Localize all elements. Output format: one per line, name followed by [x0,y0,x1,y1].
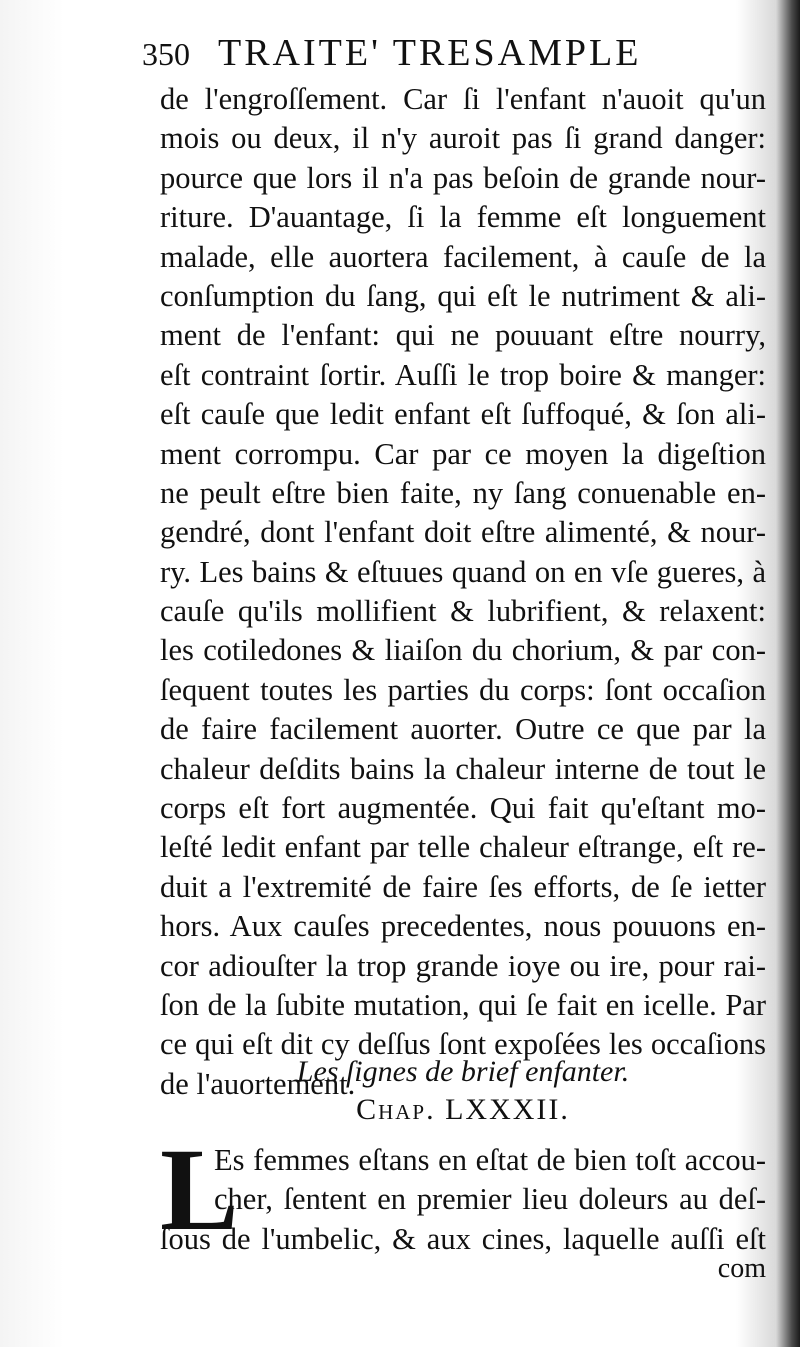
text-line: cher, ſentent en premier lieu doleurs au deſ- [214,1182,766,1217]
running-head [142,28,772,78]
text-line: ne peult eſtre bien faite, ny ſang conuenable en- [160,475,766,510]
text-line: de faire facilement auorter. Outre ce que par la [160,712,766,747]
text-line: eſt contraint ſortir. Auſſi le trop boire & manger: [160,357,766,392]
text-line: ſequent toutes les parties du corps: ſont occaſion [160,672,766,707]
page-number: 350 [142,36,190,72]
running-title: TRAITE' TRESAMPLE [218,32,642,74]
text-line: mois ou deux, il n'y auroit pas ſi grand danger: [160,121,766,156]
text-line: ſon de la ſubite mutation, qui ſe fait en icelle. Par [160,987,766,1022]
text-line: chaleur deſdits bains la chaleur interne de tout le [160,751,766,786]
text-line: riture. D'auantage, ſi la femme eſt longuement [160,200,766,235]
text-line: Es femmes eſtans en eſtat de bien toſt accou- [214,1143,766,1177]
catchword: com [717,1253,766,1284]
text-line: cauſe qu'ils mollifient & lubrifient, & relaxent: [160,594,766,629]
text-line: eſt cauſe que ledit enfant eſt ſuffoqué, & ſon ali- [160,397,766,432]
text-line: hors. Aux cauſes precedentes, nous pouuons en- [160,909,766,944]
text-line: ment de l'enfant: qui ne pouuant eſtre nourry, [160,318,766,353]
text-line-last: de l'auortement. [160,1066,356,1101]
text-line: ce qui eſt dit cy deſſus ſont expoſées les occaſions [160,1027,766,1062]
text-line: ſous de l'umbelic, & aux cines, laquelle auſſi eſt [160,1221,766,1256]
body-text [160,80,766,1104]
text-line: conſumption du ſang, qui eſt le nutriment & ali- [160,278,766,313]
text-line: malade, elle auortera facilement, à cauſe de la [160,239,766,274]
text-line: pource que lors il n'a pas beſoin de grande nour- [160,160,766,195]
chapter-body [160,1124,766,1258]
text-line: de l'engroſſement. Car ſi l'enfant n'auoit qu'un [160,82,766,116]
text-line: duit a l'extremité de faire ſes efforts, de ſe ietter [160,869,766,904]
text-line: corps eſt fort augmentée. Qui fait qu'eſtant mo- [160,791,766,826]
drop-capital: L [160,1124,239,1255]
text-line: leſté ledit enfant par telle chaleur eſtrange, eſt re- [160,830,766,865]
text-line: ment corrompu. Car par ce moyen la digeſtion [160,436,766,471]
text-line: cor adiouſter la trop grande ioye ou ire, pour rai- [160,948,766,983]
section-title: Les ſignes de brief enfanter. [296,1055,630,1088]
text-line: gendré, dont l'enfant doit eſtre alimenté, & nour- [160,515,766,550]
chapter-label: Chap. LXXXII. [356,1093,570,1126]
text-line: ry. Les bains & eſtuues quand on en vſe gueres, à [160,554,766,589]
text-line: les cotiledones & liaiſon du chorium, & par con- [160,633,766,668]
